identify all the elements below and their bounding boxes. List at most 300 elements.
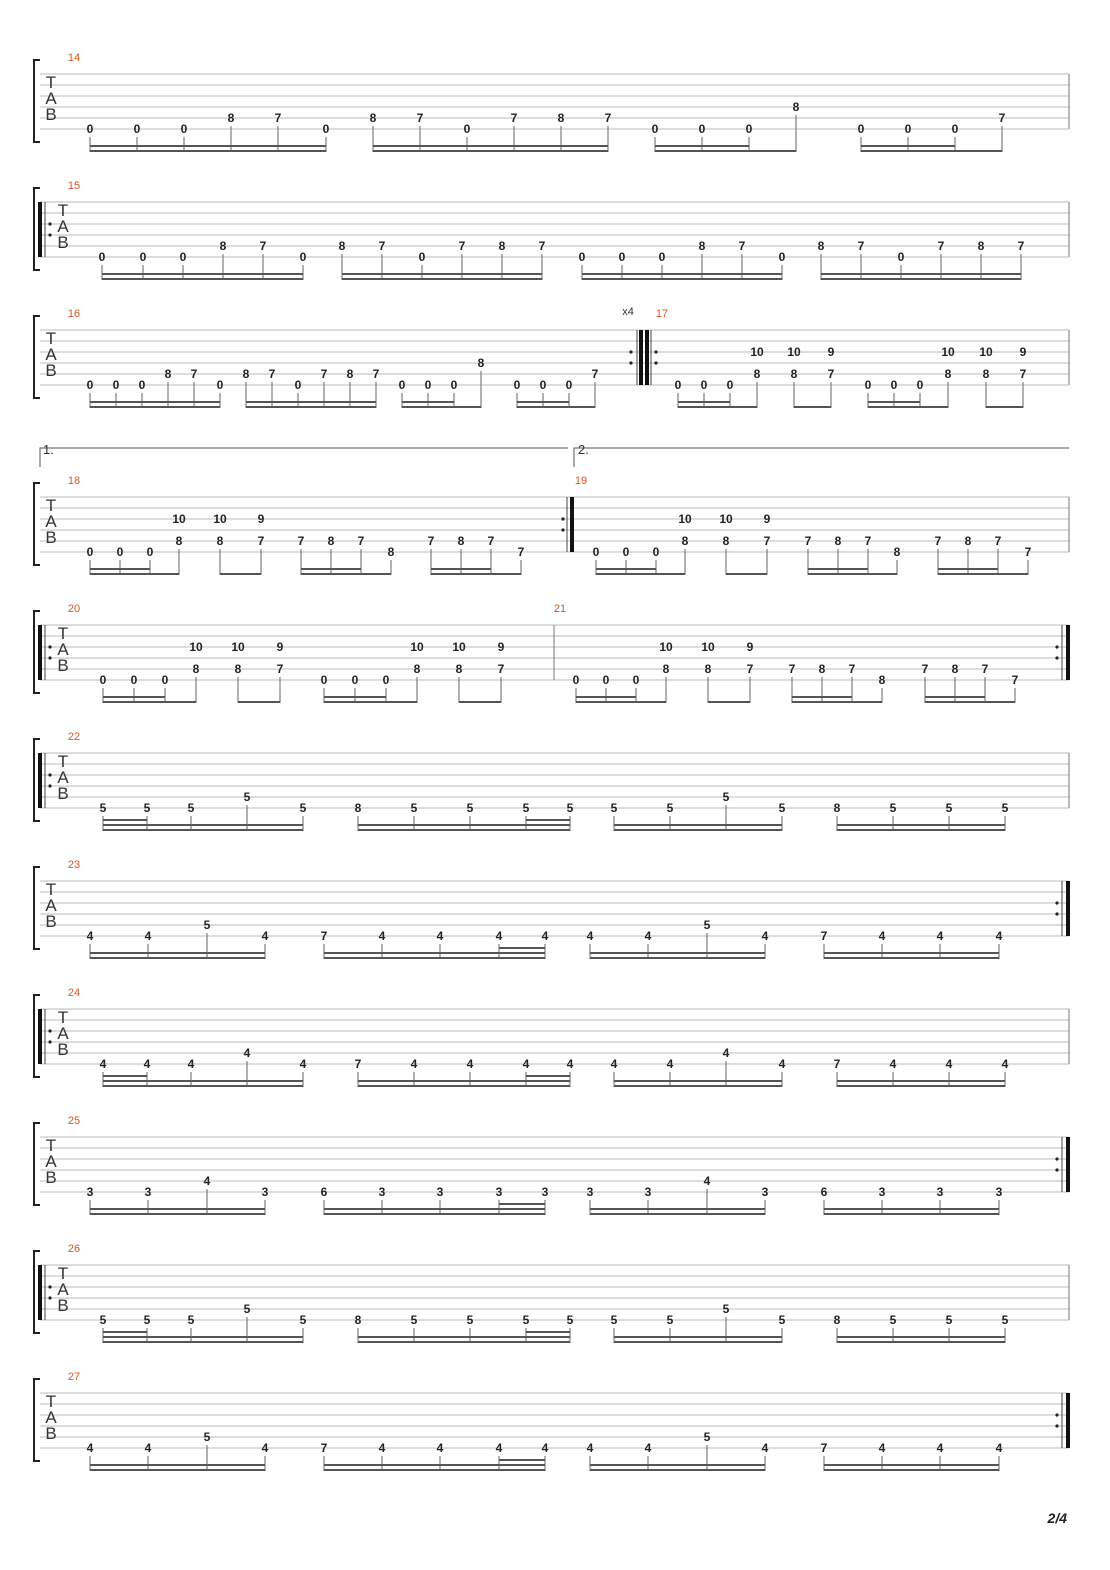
repeat-dot — [1055, 645, 1058, 648]
repeat-dot — [1055, 1413, 1058, 1416]
fret-number: 0 — [99, 673, 107, 687]
tab-system — [34, 731, 1069, 831]
beam — [373, 150, 608, 152]
beam — [358, 1085, 570, 1087]
repeat-start-thick-bar — [38, 1265, 42, 1320]
beam — [324, 1469, 545, 1471]
tab-clef-letter: B — [45, 105, 57, 124]
beam — [499, 1203, 545, 1205]
fret-number: 8 — [818, 662, 826, 676]
beam — [301, 573, 391, 575]
beam — [726, 573, 767, 575]
fret-number: 8 — [557, 111, 565, 125]
fret-number: 7 — [320, 929, 328, 943]
beam — [90, 150, 326, 152]
fret-number: 7 — [788, 662, 796, 676]
fret-number: 7 — [1011, 673, 1019, 687]
fret-number: 5 — [1001, 801, 1009, 815]
fret-number: 7 — [934, 534, 942, 548]
fret-number: 7 — [820, 1441, 828, 1455]
measure-number: 19 — [574, 475, 588, 487]
fret-number: 5 — [143, 801, 151, 815]
fret-number: 4 — [495, 929, 503, 943]
tab-clef-letter: B — [57, 784, 69, 803]
beam — [614, 1085, 782, 1087]
fret-number: 0 — [622, 545, 630, 559]
beam — [708, 701, 750, 703]
tab-clef-letter: A — [57, 768, 69, 787]
fret-number: 7 — [937, 239, 945, 253]
repeat-dot — [561, 517, 564, 520]
beam — [324, 957, 545, 959]
beam — [103, 1336, 303, 1338]
beam — [103, 1075, 147, 1077]
fret-number: 7 — [921, 662, 929, 676]
fret-number: 8 — [964, 534, 972, 548]
fret-number: 0 — [658, 250, 666, 264]
fret-number: 4 — [261, 1441, 269, 1455]
beam — [358, 824, 570, 826]
tab-clef-letter: B — [45, 1168, 57, 1187]
beam — [90, 1469, 265, 1471]
beam — [824, 1208, 999, 1210]
beam — [526, 1075, 570, 1077]
fret-number: 3 — [936, 1185, 944, 1199]
tab-system — [34, 475, 1069, 575]
fret-number: 8 — [216, 534, 224, 548]
fret-number: 3 — [761, 1185, 769, 1199]
beam — [837, 1085, 1005, 1087]
fret-number: 4 — [466, 1057, 474, 1071]
fret-number: 5 — [410, 1313, 418, 1327]
tab-clef-letter: B — [57, 1296, 69, 1315]
beam — [358, 1080, 570, 1082]
fret-number: 8 — [833, 801, 841, 815]
beam — [358, 829, 570, 831]
beam — [678, 401, 730, 403]
beam — [324, 1208, 545, 1210]
fret-number-upper: 10 — [941, 345, 955, 359]
repeat-dot — [48, 1040, 51, 1043]
system-bracket — [34, 483, 40, 565]
beam — [868, 406, 948, 408]
tab-clef-letter: A — [57, 217, 69, 236]
fret-number: 7 — [259, 239, 267, 253]
tab-system — [34, 306, 1069, 408]
fret-number: 7 — [517, 545, 525, 559]
fret-number: 7 — [297, 534, 305, 548]
beam — [596, 568, 656, 570]
repeat-dot — [561, 528, 564, 531]
beam — [402, 401, 454, 403]
fret-number: 4 — [436, 1441, 444, 1455]
fret-number-upper: 10 — [231, 640, 245, 654]
fret-number: 0 — [299, 250, 307, 264]
fret-number-upper: 10 — [659, 640, 673, 654]
beam — [431, 568, 491, 570]
beam — [238, 701, 280, 703]
fret-number: 5 — [703, 1430, 711, 1444]
repeat-dot — [1055, 901, 1058, 904]
tab-clef-letter: T — [45, 329, 57, 348]
fret-number: 4 — [936, 929, 944, 943]
beam — [459, 701, 501, 703]
fret-number: 3 — [878, 1185, 886, 1199]
repeat-count: x4 — [622, 306, 634, 318]
fret-number: 4 — [495, 1441, 503, 1455]
beam — [517, 406, 595, 408]
volta-label: 2. — [578, 442, 589, 457]
tab-clef-letter: T — [45, 880, 57, 899]
tab-clef-letter: T — [57, 624, 69, 643]
repeat-end-thick-bar — [1066, 625, 1070, 680]
beam — [590, 957, 765, 959]
fret-number: 3 — [261, 1185, 269, 1199]
repeat-dot — [48, 1296, 51, 1299]
fret-number-upper: 9 — [257, 512, 265, 526]
fret-number: 0 — [745, 122, 753, 136]
fret-number: 0 — [86, 122, 94, 136]
fret-number: 5 — [203, 1430, 211, 1444]
beam — [582, 273, 782, 275]
beam — [324, 1213, 545, 1215]
beam — [837, 1080, 1005, 1082]
beam — [808, 573, 897, 575]
fret-number: 4 — [586, 929, 594, 943]
fret-number: 7 — [763, 534, 771, 548]
beam — [373, 145, 608, 147]
fret-number: 8 — [834, 534, 842, 548]
fret-number: 0 — [161, 673, 169, 687]
fret-number: 7 — [497, 662, 505, 676]
fret-number-upper: 10 — [678, 512, 692, 526]
fret-number-upper: 10 — [452, 640, 466, 654]
fret-number: 4 — [541, 929, 549, 943]
fret-number: 0 — [602, 673, 610, 687]
fret-number: 0 — [674, 378, 682, 392]
beam — [861, 150, 1002, 152]
fret-number: 7 — [320, 1441, 328, 1455]
fret-number: 4 — [644, 1441, 652, 1455]
fret-number: 5 — [187, 1313, 195, 1327]
repeat-dot — [48, 233, 51, 236]
fret-number-upper: 10 — [787, 345, 801, 359]
tab-clef-letter: T — [45, 496, 57, 515]
fret-number: 0 — [216, 378, 224, 392]
fret-number: 5 — [666, 801, 674, 815]
fret-number: 0 — [572, 673, 580, 687]
system-bracket — [34, 316, 40, 398]
beam — [402, 406, 481, 408]
beam — [868, 401, 920, 403]
fret-number: 4 — [889, 1057, 897, 1071]
fret-number: 4 — [378, 929, 386, 943]
fret-number: 8 — [722, 534, 730, 548]
fret-number: 0 — [294, 378, 302, 392]
fret-number: 8 — [346, 367, 354, 381]
fret-number: 0 — [322, 122, 330, 136]
fret-number: 8 — [817, 239, 825, 253]
tab-system — [34, 180, 1069, 280]
fret-number: 8 — [227, 111, 235, 125]
fret-number: 4 — [187, 1057, 195, 1071]
fret-number: 0 — [398, 378, 406, 392]
measure-number: 14 — [67, 52, 81, 64]
beam — [103, 1341, 303, 1343]
fret-number: 4 — [995, 929, 1003, 943]
repeat-end-thick-bar — [639, 330, 643, 385]
fret-number: 0 — [112, 378, 120, 392]
fret-number: 5 — [945, 1313, 953, 1327]
fret-number: 7 — [981, 662, 989, 676]
tab-clef-letter: B — [45, 528, 57, 547]
fret-number: 5 — [945, 801, 953, 815]
fret-number: 6 — [820, 1185, 828, 1199]
fret-number: 7 — [354, 1057, 362, 1071]
fret-number: 0 — [86, 378, 94, 392]
fret-number: 5 — [1001, 1313, 1009, 1327]
system-bracket — [34, 867, 40, 949]
fret-number-upper: 9 — [276, 640, 284, 654]
measure-number: 25 — [67, 1115, 81, 1127]
page-number: 2/4 — [1047, 1510, 1067, 1526]
fret-number: 4 — [86, 929, 94, 943]
beam — [824, 1464, 999, 1466]
fret-number: 7 — [320, 367, 328, 381]
repeat-start-thick-bar — [38, 202, 42, 257]
fret-number: 7 — [487, 534, 495, 548]
measure-number: 18 — [67, 475, 81, 487]
fret-number: 8 — [387, 545, 395, 559]
repeat-dot — [48, 222, 51, 225]
beam — [342, 273, 542, 275]
fret-number: 0 — [130, 673, 138, 687]
tab-clef-letter: T — [45, 1136, 57, 1155]
fret-number: 8 — [242, 367, 250, 381]
beam — [824, 957, 999, 959]
fret-number: 8 — [192, 662, 200, 676]
measure-number: 26 — [67, 1243, 81, 1255]
fret-number: 0 — [146, 545, 154, 559]
beam — [821, 273, 1021, 275]
beam — [837, 824, 1005, 826]
repeat-start-thick-bar — [38, 1009, 42, 1064]
beam — [431, 573, 521, 575]
fret-number: 7 — [357, 534, 365, 548]
fret-number: 7 — [276, 662, 284, 676]
tab-clef-letter: A — [45, 896, 57, 915]
fret-number: 5 — [243, 1302, 251, 1316]
fret-number: 7 — [458, 239, 466, 253]
fret-number: 8 — [681, 534, 689, 548]
tab-system — [34, 1371, 1070, 1471]
fret-number: 0 — [139, 250, 147, 264]
tab-clef-letter: B — [45, 1424, 57, 1443]
fret-number: 0 — [179, 250, 187, 264]
fret-number: 4 — [566, 1057, 574, 1071]
fret-number: 7 — [738, 239, 746, 253]
fret-number: 8 — [354, 801, 362, 815]
fret-number: 0 — [86, 545, 94, 559]
beam — [938, 568, 998, 570]
beam — [90, 1208, 265, 1210]
fret-number: 8 — [790, 367, 798, 381]
fret-number: 4 — [666, 1057, 674, 1071]
fret-number: 3 — [995, 1185, 1003, 1199]
fret-number: 5 — [143, 1313, 151, 1327]
beam — [792, 696, 852, 698]
fret-number: 0 — [133, 122, 141, 136]
volta-brackets — [40, 442, 1069, 467]
fret-number: 0 — [897, 250, 905, 264]
fret-number: 5 — [610, 1313, 618, 1327]
fret-number: 5 — [610, 801, 618, 815]
tab-system — [34, 859, 1070, 959]
fret-number: 4 — [586, 1441, 594, 1455]
fret-number: 3 — [144, 1185, 152, 1199]
repeat-dot — [48, 1029, 51, 1032]
fret-number: 5 — [703, 918, 711, 932]
beam — [614, 1080, 782, 1082]
repeat-dot — [1055, 1157, 1058, 1160]
tab-clef-letter: A — [45, 1152, 57, 1171]
fret-number: 4 — [878, 929, 886, 943]
repeat-end-thick-bar — [1066, 881, 1070, 936]
fret-number: 3 — [644, 1185, 652, 1199]
volta-bracket-1 — [40, 448, 568, 467]
fret-number: 7 — [257, 534, 265, 548]
fret-number: 8 — [338, 239, 346, 253]
beam — [103, 829, 303, 831]
tab-clef-letter: A — [45, 1408, 57, 1427]
fret-number: 8 — [477, 356, 485, 370]
fret-number: 8 — [455, 662, 463, 676]
fret-number: 8 — [944, 367, 952, 381]
beam — [590, 1464, 765, 1466]
fret-number: 5 — [203, 918, 211, 932]
fret-number: 8 — [878, 673, 886, 687]
fret-number-upper: 9 — [827, 345, 835, 359]
beam — [324, 1464, 545, 1466]
beam — [342, 278, 542, 280]
beam — [582, 278, 782, 280]
beam — [837, 829, 1005, 831]
fret-number: 3 — [86, 1185, 94, 1199]
fret-number: 5 — [722, 1302, 730, 1316]
fret-number: 8 — [219, 239, 227, 253]
beam — [301, 568, 361, 570]
measure-number: 27 — [67, 1371, 81, 1383]
repeat-dot — [48, 1285, 51, 1288]
fret-number: 0 — [618, 250, 626, 264]
fret-number: 3 — [586, 1185, 594, 1199]
fret-number: 7 — [998, 111, 1006, 125]
fret-number: 8 — [369, 111, 377, 125]
fret-number: 4 — [243, 1046, 251, 1060]
fret-number: 0 — [382, 673, 390, 687]
repeat-dot — [654, 350, 657, 353]
fret-number: 0 — [351, 673, 359, 687]
fret-number: 7 — [994, 534, 1002, 548]
fret-number: 7 — [1024, 545, 1032, 559]
fret-number: 5 — [778, 1313, 786, 1327]
fret-number-upper: 9 — [497, 640, 505, 654]
measure-number: 24 — [67, 987, 81, 999]
fret-number: 8 — [792, 100, 800, 114]
beam — [103, 1080, 303, 1082]
fret-number: 4 — [99, 1057, 107, 1071]
fret-number: 0 — [592, 545, 600, 559]
beam — [246, 406, 376, 408]
beam — [925, 701, 1015, 703]
fret-number: 4 — [703, 1174, 711, 1188]
fret-number: 5 — [522, 1313, 530, 1327]
repeat-end-thick-bar — [570, 497, 574, 552]
fret-number: 0 — [463, 122, 471, 136]
fret-number: 7 — [591, 367, 599, 381]
beam — [90, 957, 265, 959]
fret-number: 7 — [1019, 367, 1027, 381]
beam — [614, 1336, 782, 1338]
fret-number: 4 — [878, 1441, 886, 1455]
fret-number: 5 — [187, 801, 195, 815]
fret-number: 4 — [644, 929, 652, 943]
fret-number: 4 — [143, 1057, 151, 1071]
system-bracket — [34, 60, 40, 142]
fret-number: 4 — [144, 929, 152, 943]
beam — [794, 406, 831, 408]
beam — [576, 701, 666, 703]
fret-number: 4 — [995, 1441, 1003, 1455]
repeat-dot — [1055, 656, 1058, 659]
fret-number: 8 — [833, 1313, 841, 1327]
fret-number-upper: 10 — [979, 345, 993, 359]
fret-number: 4 — [378, 1441, 386, 1455]
repeat-end-thick-bar — [1066, 1137, 1070, 1192]
tab-system — [34, 1115, 1070, 1215]
beam — [90, 573, 179, 575]
fret-number: 0 — [418, 250, 426, 264]
tab-clef-letter: T — [45, 73, 57, 92]
fret-number: 5 — [410, 801, 418, 815]
fret-number: 0 — [698, 122, 706, 136]
fret-number: 4 — [778, 1057, 786, 1071]
fret-number: 0 — [578, 250, 586, 264]
tab-clef-letter: A — [57, 640, 69, 659]
fret-number: 0 — [138, 378, 146, 392]
beam — [246, 401, 376, 403]
fret-number: 8 — [753, 367, 761, 381]
beam — [590, 1469, 765, 1471]
fret-number: 0 — [890, 378, 898, 392]
beam — [517, 401, 569, 403]
beam — [861, 145, 955, 147]
fret-number: 5 — [299, 1313, 307, 1327]
repeat-dot — [1055, 1424, 1058, 1427]
beam — [102, 273, 303, 275]
beam — [837, 1341, 1005, 1343]
fret-number-upper: 10 — [189, 640, 203, 654]
fret-number: 7 — [746, 662, 754, 676]
beam — [103, 1331, 147, 1333]
beam — [986, 406, 1023, 408]
fret-number: 0 — [116, 545, 124, 559]
beam — [324, 701, 417, 703]
fret-number: 7 — [538, 239, 546, 253]
fret-number: 3 — [495, 1185, 503, 1199]
beam — [103, 1085, 303, 1087]
fret-number: 7 — [510, 111, 518, 125]
